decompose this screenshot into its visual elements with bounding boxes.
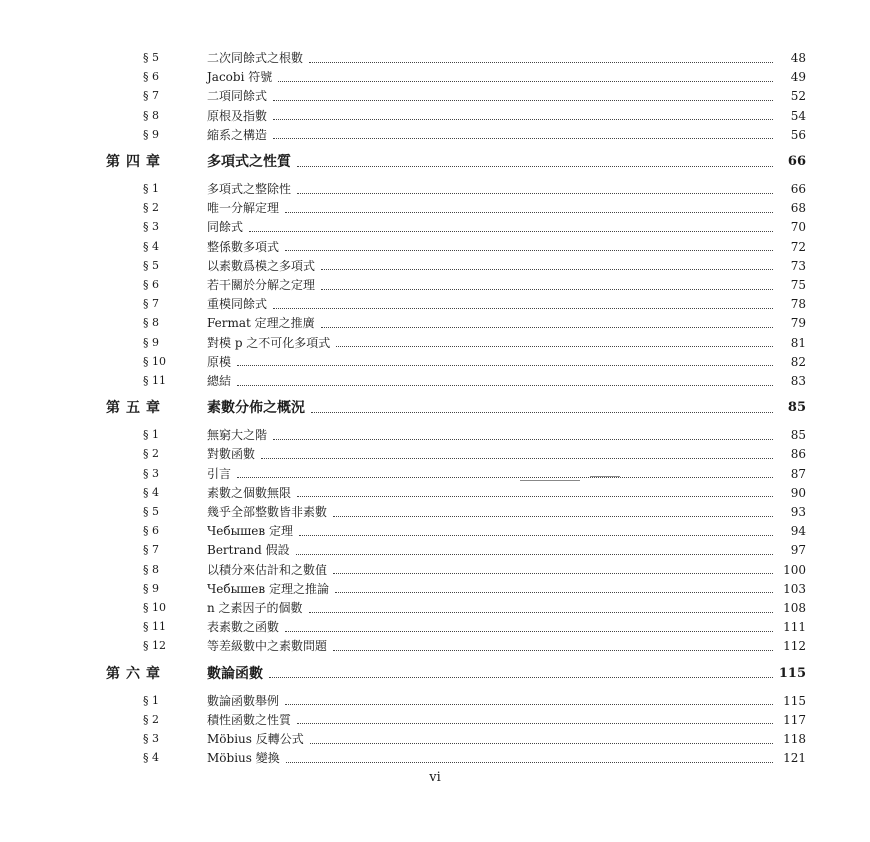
toc-section-row xyxy=(0,237,870,257)
page-number: 79 xyxy=(790,316,806,331)
entry-title-text: 表素數之函數 xyxy=(207,617,281,637)
entry-title-text: 素數分佈之概況 xyxy=(207,400,305,417)
entry-title-text: 引言 xyxy=(207,464,233,484)
section-title xyxy=(207,294,777,314)
section-title xyxy=(207,106,777,126)
leader-dots xyxy=(333,650,773,651)
leader-dots xyxy=(237,365,773,366)
page-number: 108 xyxy=(783,601,806,615)
section-number: § 5 xyxy=(143,258,159,272)
section-title xyxy=(207,256,777,276)
toc-section-row xyxy=(0,48,870,68)
leader-dots xyxy=(335,592,773,593)
entry-title-text: Bertrand 假設 xyxy=(207,540,292,560)
leader-dots xyxy=(336,346,773,347)
section-number: § 9 xyxy=(143,335,159,349)
entry-title-text: 以積分來估計和之數值 xyxy=(207,560,329,580)
page-number: 56 xyxy=(790,127,806,142)
entry-title-text: 整係數多項式 xyxy=(207,237,281,257)
page-number: 93 xyxy=(790,505,806,519)
page-number-footer: vi xyxy=(429,770,441,785)
section-number: § 11 xyxy=(143,374,166,387)
section-number: § 4 xyxy=(143,751,159,765)
leader-dots xyxy=(285,631,773,632)
section-number: § 3 xyxy=(143,732,159,745)
section-number: § 8 xyxy=(143,316,159,330)
section-title xyxy=(207,748,777,768)
toc-section-row xyxy=(0,333,870,353)
page-number: 117 xyxy=(783,712,806,727)
entry-title-text: 積性函數之性質 xyxy=(207,710,293,730)
entry-title-text: Чебышев 定理之推論 xyxy=(207,579,331,599)
section-title xyxy=(207,502,777,522)
section-number: § 7 xyxy=(143,89,159,103)
leader-dots xyxy=(333,573,773,574)
entry-title-text: 原根及指數 xyxy=(207,106,269,126)
section-number: § 6 xyxy=(143,524,159,538)
section-title xyxy=(207,217,777,237)
toc-section-row xyxy=(0,256,870,276)
leader-dots xyxy=(237,477,773,478)
leader-dots xyxy=(286,762,773,763)
section-title xyxy=(207,483,777,503)
section-number: § 4 xyxy=(143,239,159,253)
page-number: 112 xyxy=(783,639,806,654)
section-number: § 11 xyxy=(143,620,166,634)
section-title xyxy=(207,540,777,560)
leader-dots xyxy=(273,138,773,139)
section-title xyxy=(207,617,777,637)
section-number: § 8 xyxy=(143,108,159,122)
page-number: 83 xyxy=(790,374,806,388)
section-number: § 2 xyxy=(143,447,159,461)
chapter-label: 第四章 xyxy=(106,154,166,170)
entry-title-text: 二項同餘式 xyxy=(207,86,269,106)
section-number: § 1 xyxy=(143,182,159,195)
toc-section-row xyxy=(0,540,870,560)
page-number: 73 xyxy=(790,258,806,273)
leader-dots xyxy=(285,704,773,705)
toc-section-row xyxy=(0,521,870,541)
leader-dots xyxy=(273,100,773,101)
page-number: 48 xyxy=(790,51,806,65)
leader-dots xyxy=(321,269,773,270)
toc-section-row xyxy=(0,444,870,464)
page-number: 90 xyxy=(790,485,806,500)
section-title xyxy=(207,179,777,199)
page-number: 85 xyxy=(787,400,806,416)
toc-section-row xyxy=(0,598,870,618)
page-number: 52 xyxy=(790,89,806,104)
entry-title-text: 總結 xyxy=(207,371,233,391)
entry-title-text: 數論函數舉例 xyxy=(207,691,281,711)
section-number: § 2 xyxy=(143,712,159,726)
leader-dots xyxy=(311,412,773,413)
page-number: 115 xyxy=(778,665,806,681)
chapter-title xyxy=(207,152,777,172)
toc-section-row xyxy=(0,125,870,145)
section-title xyxy=(207,275,777,295)
toc-section-row xyxy=(0,106,870,126)
page-number: 66 xyxy=(790,182,806,196)
toc-section-row xyxy=(0,352,870,372)
toc-section-row xyxy=(0,464,870,484)
page-number: 103 xyxy=(783,581,806,596)
page-number: 86 xyxy=(790,447,806,462)
entry-title-text: 幾乎全部整數皆非素數 xyxy=(207,502,329,522)
page-number: 121 xyxy=(783,751,806,766)
leader-dots xyxy=(269,677,773,678)
leader-dots xyxy=(249,231,773,232)
section-title xyxy=(207,464,777,484)
section-title xyxy=(207,636,777,656)
section-title xyxy=(207,729,777,749)
section-number: § 10 xyxy=(143,354,166,368)
toc-section-row xyxy=(0,748,870,768)
leader-dots xyxy=(309,612,773,613)
page-number: 100 xyxy=(783,562,806,577)
leader-dots xyxy=(297,496,773,497)
toc-section-row xyxy=(0,560,870,580)
leader-dots xyxy=(237,385,773,386)
section-title xyxy=(207,371,777,391)
toc-section-row xyxy=(0,198,870,218)
toc-section-row xyxy=(0,579,870,599)
page-number: 94 xyxy=(790,524,806,539)
entry-title-text: Fermat 定理之推廣 xyxy=(207,313,317,333)
leader-dots xyxy=(321,289,773,290)
leader-dots xyxy=(296,554,773,555)
toc-chapter-row xyxy=(0,398,870,418)
page-number: 97 xyxy=(790,543,806,558)
chapter-title xyxy=(207,398,777,418)
section-number: § 4 xyxy=(143,485,159,499)
entry-title-text: 重模同餘式 xyxy=(207,294,269,314)
entry-title-text: 二次同餘式之根數 xyxy=(207,48,305,68)
section-number: § 3 xyxy=(143,220,159,234)
entry-title-text: Jacobi 符號 xyxy=(207,67,274,87)
section-title xyxy=(207,67,777,87)
toc-section-row xyxy=(0,425,870,445)
page-number: 85 xyxy=(790,428,806,443)
entry-title-text: 多項式之性質 xyxy=(207,154,291,170)
section-number: § 8 xyxy=(143,562,159,576)
toc-section-row xyxy=(0,217,870,237)
page-number: 78 xyxy=(790,297,806,312)
page-number: 118 xyxy=(783,732,806,746)
section-title xyxy=(207,237,777,257)
page-number: 66 xyxy=(787,154,806,169)
section-title xyxy=(207,444,777,464)
chapter-label: 第五章 xyxy=(106,400,166,417)
entry-title-text: 唯一分解定理 xyxy=(207,198,281,218)
leader-dots xyxy=(299,535,773,536)
section-number: § 9 xyxy=(143,127,159,141)
entry-title-text: 無窮大之階 xyxy=(207,425,269,445)
toc-section-row xyxy=(0,636,870,656)
scan-artifact xyxy=(590,476,620,477)
leader-dots xyxy=(273,439,773,440)
section-number: § 5 xyxy=(143,505,159,518)
section-title xyxy=(207,521,777,541)
entry-title-text: 同餘式 xyxy=(207,217,245,237)
entry-title-text: 對模 p 之不可化多項式 xyxy=(207,333,332,353)
scan-artifact xyxy=(520,480,580,481)
leader-dots xyxy=(273,308,773,309)
toc-section-row xyxy=(0,313,870,333)
section-number: § 12 xyxy=(143,639,166,653)
section-number: § 6 xyxy=(143,278,159,291)
section-number: § 2 xyxy=(143,201,159,215)
section-number: § 1 xyxy=(143,693,159,707)
entry-title-text: 等差級數中之素數問題 xyxy=(207,636,329,656)
entry-title-text: Möbius 反轉公式 xyxy=(207,729,306,749)
section-number: § 7 xyxy=(143,543,159,557)
page-number: 68 xyxy=(790,201,806,216)
page-number: 70 xyxy=(790,220,806,235)
page-number: 115 xyxy=(783,693,806,708)
entry-title-text: n 之素因子的個數 xyxy=(207,598,305,618)
page-number: 87 xyxy=(790,466,806,481)
section-title xyxy=(207,125,777,145)
page-number: 49 xyxy=(790,70,806,85)
page-number: 81 xyxy=(790,335,806,350)
section-title xyxy=(207,333,777,353)
chapter-label: 第六章 xyxy=(106,665,166,682)
toc-section-row xyxy=(0,86,870,106)
section-title xyxy=(207,598,777,618)
leader-dots xyxy=(333,516,773,517)
entry-title-text: Чебышев 定理 xyxy=(207,521,295,541)
toc-section-row xyxy=(0,483,870,503)
entry-title-text: 縮系之構造 xyxy=(207,125,269,145)
section-number: § 5 xyxy=(143,51,159,64)
section-number: § 6 xyxy=(143,70,159,84)
entry-title-text: 多項式之整除性 xyxy=(207,179,293,199)
section-number: § 1 xyxy=(143,428,159,442)
leader-dots xyxy=(310,743,773,744)
leader-dots xyxy=(285,212,773,213)
section-title xyxy=(207,48,777,68)
toc-section-row xyxy=(0,729,870,749)
entry-title-text: 對數函數 xyxy=(207,444,257,464)
toc-chapter-row xyxy=(0,152,870,172)
entry-title-text: 原模 xyxy=(207,352,233,372)
entry-title-text: 以素數爲模之多項式 xyxy=(207,256,317,276)
page-number: 75 xyxy=(790,278,806,292)
toc-section-row xyxy=(0,502,870,522)
section-number: § 10 xyxy=(143,601,166,614)
leader-dots xyxy=(297,723,773,724)
leader-dots xyxy=(285,250,773,251)
entry-title-text: 數論函數 xyxy=(207,665,263,682)
toc-section-row xyxy=(0,710,870,730)
leader-dots xyxy=(297,166,773,167)
toc-section-row xyxy=(0,617,870,637)
section-title xyxy=(207,560,777,580)
section-title xyxy=(207,313,777,333)
leader-dots xyxy=(278,81,773,82)
section-title xyxy=(207,352,777,372)
page-number: 111 xyxy=(783,620,806,635)
entry-title-text: 素數之個數無限 xyxy=(207,483,293,503)
section-number: § 3 xyxy=(143,466,159,480)
section-title xyxy=(207,691,777,711)
chapter-title xyxy=(207,664,777,684)
page-number: 54 xyxy=(790,108,806,123)
section-number: § 9 xyxy=(143,581,159,595)
toc-section-row xyxy=(0,294,870,314)
toc-chapter-row xyxy=(0,664,870,684)
section-title xyxy=(207,710,777,730)
page-number: 82 xyxy=(790,354,806,369)
toc-section-row xyxy=(0,691,870,711)
section-title xyxy=(207,579,777,599)
entry-title-text: Möbius 變換 xyxy=(207,748,282,768)
section-title xyxy=(207,425,777,445)
section-title xyxy=(207,198,777,218)
toc-section-row xyxy=(0,371,870,391)
page-number: 72 xyxy=(790,239,806,254)
leader-dots xyxy=(321,327,773,328)
leader-dots xyxy=(297,193,773,194)
toc-section-row xyxy=(0,179,870,199)
toc-section-row xyxy=(0,275,870,295)
section-title xyxy=(207,86,777,106)
leader-dots xyxy=(273,119,773,120)
entry-title-text: 若干關於分解之定理 xyxy=(207,275,317,295)
leader-dots xyxy=(309,62,773,63)
leader-dots xyxy=(261,458,773,459)
section-number: § 7 xyxy=(143,297,159,311)
toc-section-row xyxy=(0,67,870,87)
